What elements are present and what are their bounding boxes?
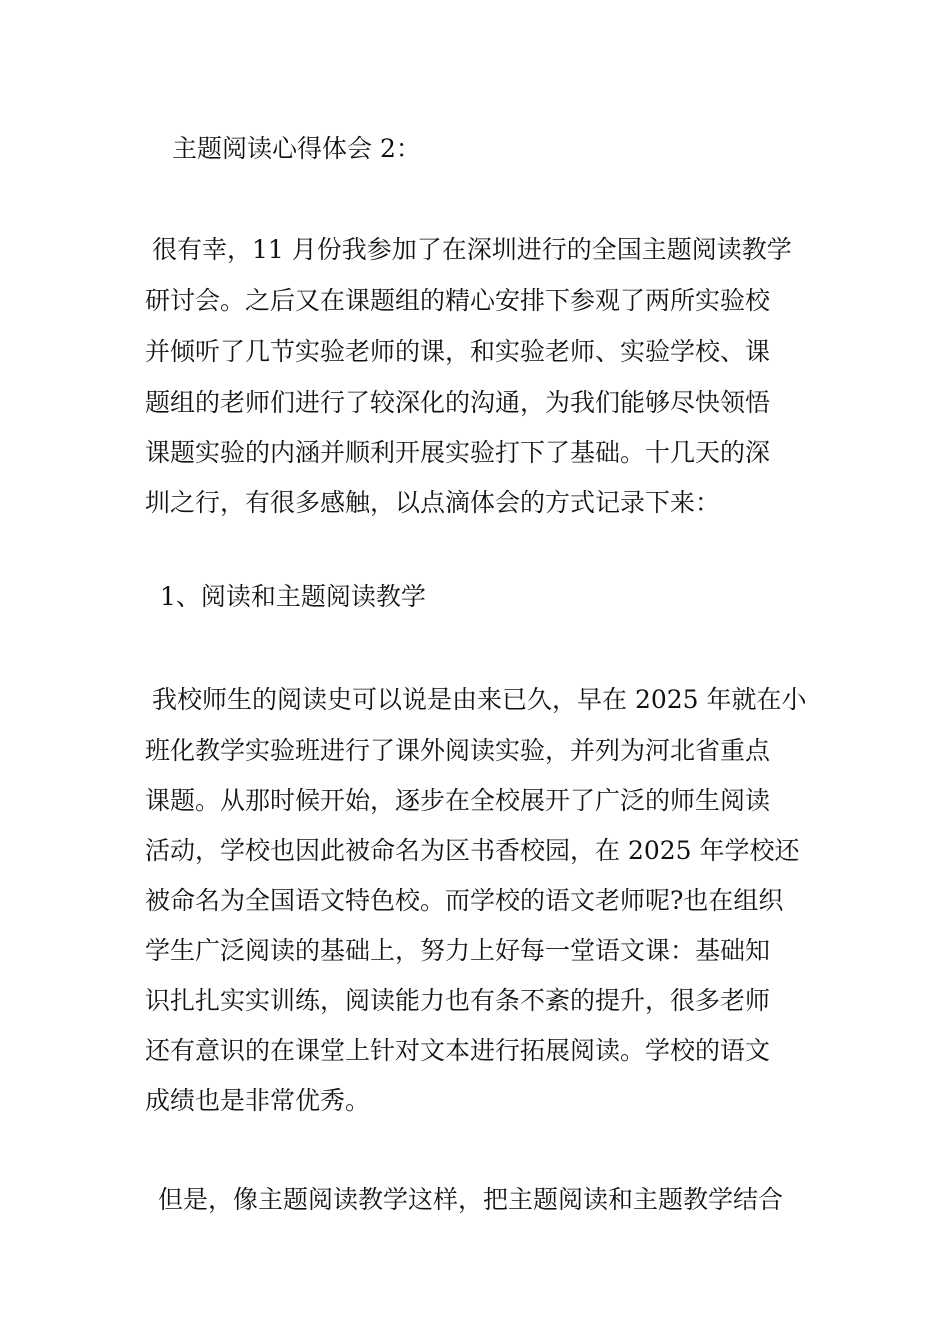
paragraph-1-line-2: 研讨会。之后又在课题组的精心安排下参观了两所实验校 [145,286,771,315]
paragraph-2-line-2: 班化教学实验班进行了课外阅读实验，并列为河北省重点 [145,736,771,765]
paragraph-2-line-1: 我校师生的阅读史可以说是由来已久，早在 2025 年就在小 [152,685,807,714]
paragraph-2-line-3: 课题。从那时候开始，逐步在全校展开了广泛的师生阅读 [145,786,771,815]
paragraph-2-line-5: 被命名为全国语文特色校。而学校的语文老师呢?也在组织 [145,886,784,915]
paragraph-1-line-3: 并倾听了几节实验老师的课，和实验老师、实验学校、课 [145,337,771,366]
paragraph-1-line-4: 题组的老师们进行了较深化的沟通，为我们能够尽快领悟 [145,388,771,417]
paragraph-3-line-1: 但是，像主题阅读教学这样，把主题阅读和主题教学结合 [158,1185,784,1214]
paragraph-2-line-6: 学生广泛阅读的基础上，努力上好每一堂语文课：基础知 [145,936,771,965]
paragraph-1-line-6: 圳之行，有很多感触，以点滴体会的方式记录下来： [145,488,721,517]
paragraph-1-line-1: 很有幸，11 月份我参加了在深圳进行的全国主题阅读教学 [152,235,792,264]
document-heading: 主题阅读心得体会 2： [172,134,421,163]
paragraph-2-line-4: 活动，学校也因此被命名为区书香校园，在 2025 年学校还 [145,836,800,865]
section-1-title: 1、阅读和主题阅读教学 [160,582,426,611]
paragraph-1-line-5: 课题实验的内涵并顺利开展实验打下了基础。十几天的深 [145,438,771,467]
paragraph-2-line-7: 识扎扎实实训练，阅读能力也有条不紊的提升，很多老师 [145,986,771,1015]
paragraph-2-line-8: 还有意识的在课堂上针对文本进行拓展阅读。学校的语文 [145,1036,771,1065]
paragraph-2-line-9: 成绩也是非常优秀。 [145,1086,371,1115]
